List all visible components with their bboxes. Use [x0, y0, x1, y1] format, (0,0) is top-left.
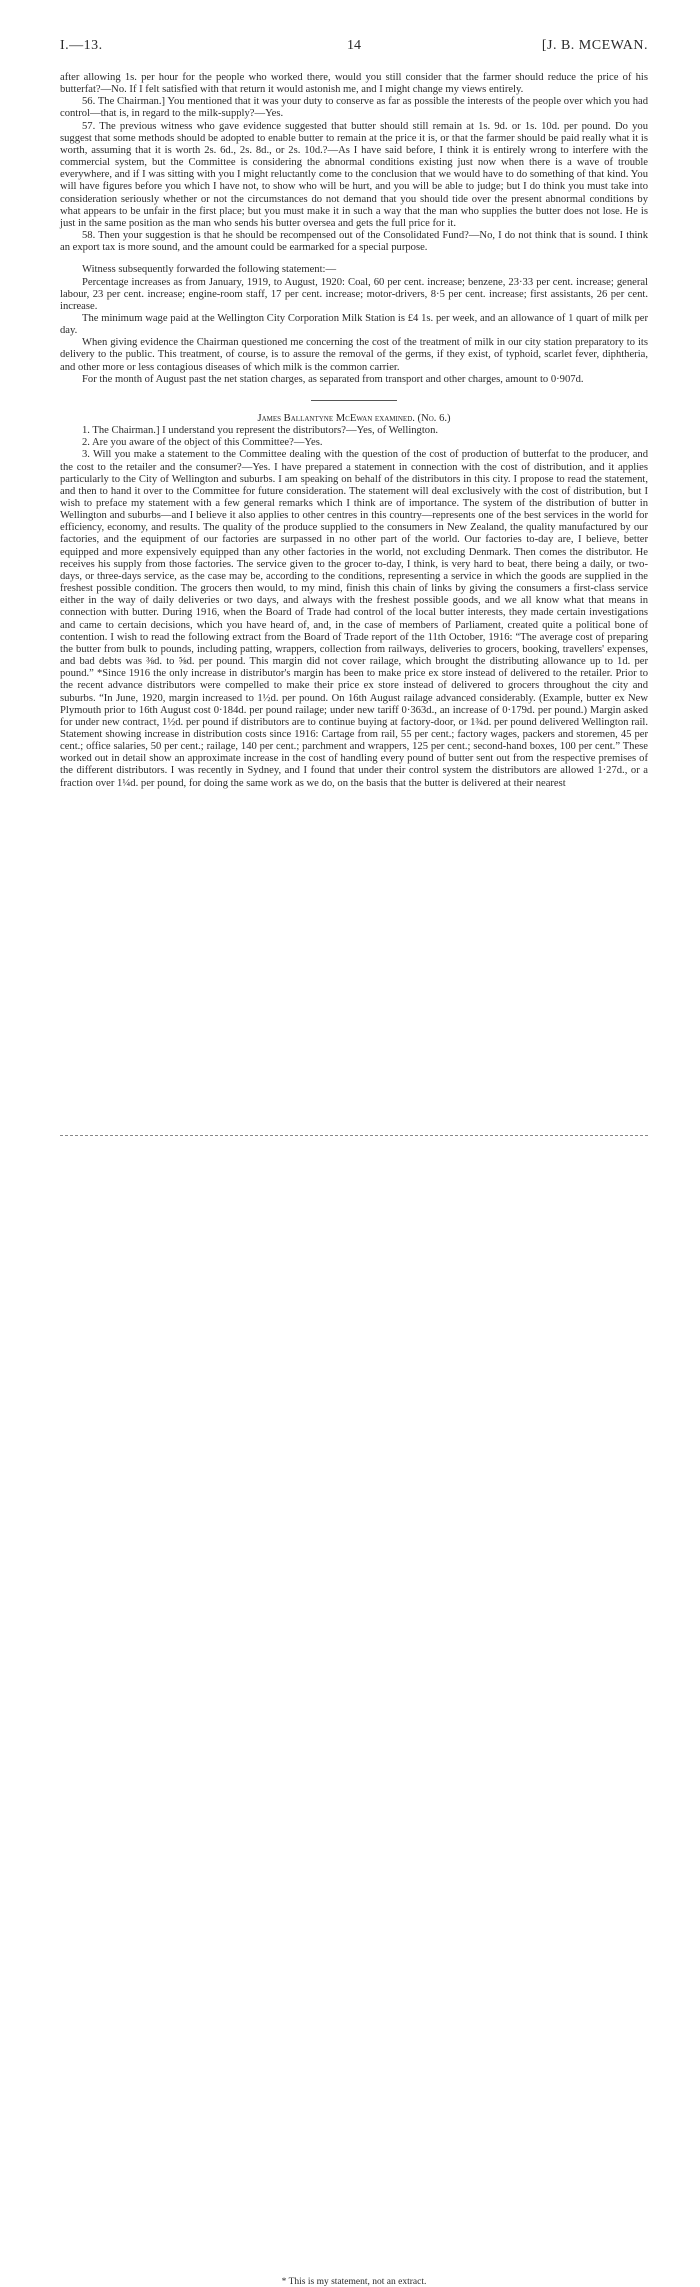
- question-58: 58. Then your suggestion is that he should be recompensed out of the Consolidated Fund?—No, I do not think that is sound. I think an export tax is more sound, and the amount could be earmarked for a special purpose.: [60, 230, 648, 254]
- footnote: * This is my statement, not an extract.: [281, 2277, 427, 2287]
- question-3: 3. Will you make a statement to the Committee dealing with the question of the cost of production of butterfat to the producer, and the cost to the retailer and the consumer?—Yes. I have prepared a statement in connection with the cost of distribution, and it applies particularly to the City of Wellington and suburbs. I am speaking on behalf of the distributors in this city. I propose to read the statement, and then to hand it over to the Committee for future consideration. The statement will deal exclusively with the cost of distribution, but I wish to preface my statement with a few general remarks which I think are of importance. The system of the distribution of butter in Wellington and suburbs—and I believe it also applies to other centres in this country—represents one of the best services in the world for efficiency, economy, and results. The quality of the produce supplied to the consumers in New Zealand, the quality manufactured by our factories, and the equipment of our factories are surpassed in no other part of the world. Our factories to-day are, I believe, better equipped and more expensively equipped than any other factories in the world, not excluding Denmark. Then comes the distributor. He receives his supply from those factories. The service given to the grocer to-day, I think, is very hard to beat, there being a daily, or two-days, or three-days service, as the case may be, according to the conditions, representing a service in which the goods are supplied in the freshest possible condition. The grocers then would, to my mind, finish this chain of links by giving the consumers a first-class service either in the way of daily deliveries or two days, and always with the freshest possible goods, and we all know what that means in connection with butter. During 1916, when the Board of Trade had control of the local butter interests, they made certain investigations and came to certain decisions, which you have heard of, and, in the case of members of Parliament, created quite a political bone of contention. I wish to read the following extract from the Board of Trade report of the 11th October, 1916: “The average cost of preparing the butter from bulk to pounds, including patting, wrappers, collection from railways, deliveries to grocers, booking, travellers' expenses, and bad debts was ⅜d. to ⅝d. per pound. This margin did not cover railage, which brought the distributing allowance up to 1d. per pound.” *Since 1916 the only increase in distributor's margin has been to make price ex store instead of delivered to the retailer. Prior to the recent advance distributors were compelled to make their price ex store instead of delivered to grocers throughout the city and suburbs. “In June, 1920, margin increased to 1½d. per pound. On 16th August railage advanced considerably. (Example, butter ex New Plymouth prior to 16th August cost 0·184d. per pound railage; under new tariff 0·363d., an increase of 0·179d. per pound.) Margin asked for under new contract, 1½d. per pound if distributors are to continue buying at factory-door, or 1¾d. per pound delivered Wellington rail. Statement showing increase in distribution costs since 1916: Cartage from rail, 55 per cent.; factory wages, packers and storemen, 45 per cent.; office salaries, 50 per cent.; railage, 140 per cent.; parchment and wrappers, 125 per cent.; second-hand boxes, 100 per cent.” These worked out in detail show an approximate increase in the cost of handling every pound of butter sent out from the respective premises of the different distributors. I was recently in Sydney, and I found that under their control system the distributors are allowed 1·27d., or a fraction over 1¼d. per pound, for doing the same work as we do, on the basis that the butter is delivered at their nearest: [60, 449, 648, 789]
- running-head: [60, 38, 648, 60]
- statement-milk-treatment: When giving evidence the Chairman questioned me concerning the cost of the treatment of milk in our city station preparatory to its delivery to the public. This treatment, of course, is to assure the removal of the germs, if they exist, of typhoid, scarlet fever, diphtheria, and other more or less contagious diseases of which milk is the common carrier.: [60, 337, 648, 373]
- paragraph-continuation: after allowing 1s. per hour for the people who worked there, would you still consider that the farmer should reduce the price of his butterfat?—No. If I felt satisfied with that return it would astonish me, and I might change my views entirely.: [60, 72, 648, 96]
- witness-name-header: [J. B. MCEWAN.: [541, 38, 648, 53]
- footnote-divider: [60, 1135, 648, 2287]
- question-1: 1. The Chairman.] I understand you represent the distributors?—Yes, of Wellington.: [82, 425, 439, 437]
- section-divider: [311, 400, 397, 401]
- statement-station-charges: For the month of August past the net station charges, as separated from transport and other charges, amount to 0·907d.: [82, 373, 584, 385]
- question-57: 57. The previous witness who gave evidence suggested that butter should still remain at 1s. 9d. or 1s. 10d. per pound. Do you suggest that some methods should be adopted to enable butter to remain at the price it is, or that the farmer should be paid really what it is worth, assuming that it is worth 2s. 6d., 2s. 8d., or 2s. 10d.?—As I have said before, I think it is entirely wrong to interfere with the commercial system, but the Committee is considering the abnormal conditions existing just now when there is a wave of trouble everywhere, and if I was sitting with you I might reluctantly come to the conclusion that we would have to do something of that kind. You will have figures before you which I have not, to show who will be hurt, and you will be able to judge; but I do think you must take into consideration seriously whether or not the circumstances do not demand that you should tide over the present abnormal conditions by what appears to be unfair in the first place; but you must make it in such a way that the man who supplies the butter does not lose. He is just in the same position as the man who sends his butter oversea and gets the full price for it.: [60, 120, 648, 229]
- statement-percentages: Percentage increases as from January, 1919, to August, 1920: Coal, 60 per cent. increase; benzene, 23·33 per cent. increase; general labour, 23 per cent. increase; engine-room staff, 17 per cent. increase; motor-drivers, 8·5 per cent. increase; first assistants, 26 per cent. increase.: [60, 276, 648, 312]
- question-56: 56. The Chairman.] You mentioned that it was your duty to conserve as far as possible the interests of the people over which you had control—that is, in regard to the milk-supply?—Yes.: [60, 96, 648, 120]
- question-2: 2. Are you aware of the object of this Committee?—Yes.: [82, 437, 323, 449]
- page-number: 14: [347, 38, 361, 53]
- statement-intro: Witness subsequently forwarded the following statement:—: [82, 264, 337, 276]
- statement-minimum-wage: The minimum wage paid at the Wellington City Corporation Milk Station is £4 1s. per week, and an allowance of 1 quart of milk per day.: [60, 312, 648, 337]
- witness-heading: James Ballantyne McEwan examined. (No. 6.): [257, 412, 451, 424]
- body-text: [60, 72, 648, 790]
- document-reference: I.—13.: [60, 38, 103, 53]
